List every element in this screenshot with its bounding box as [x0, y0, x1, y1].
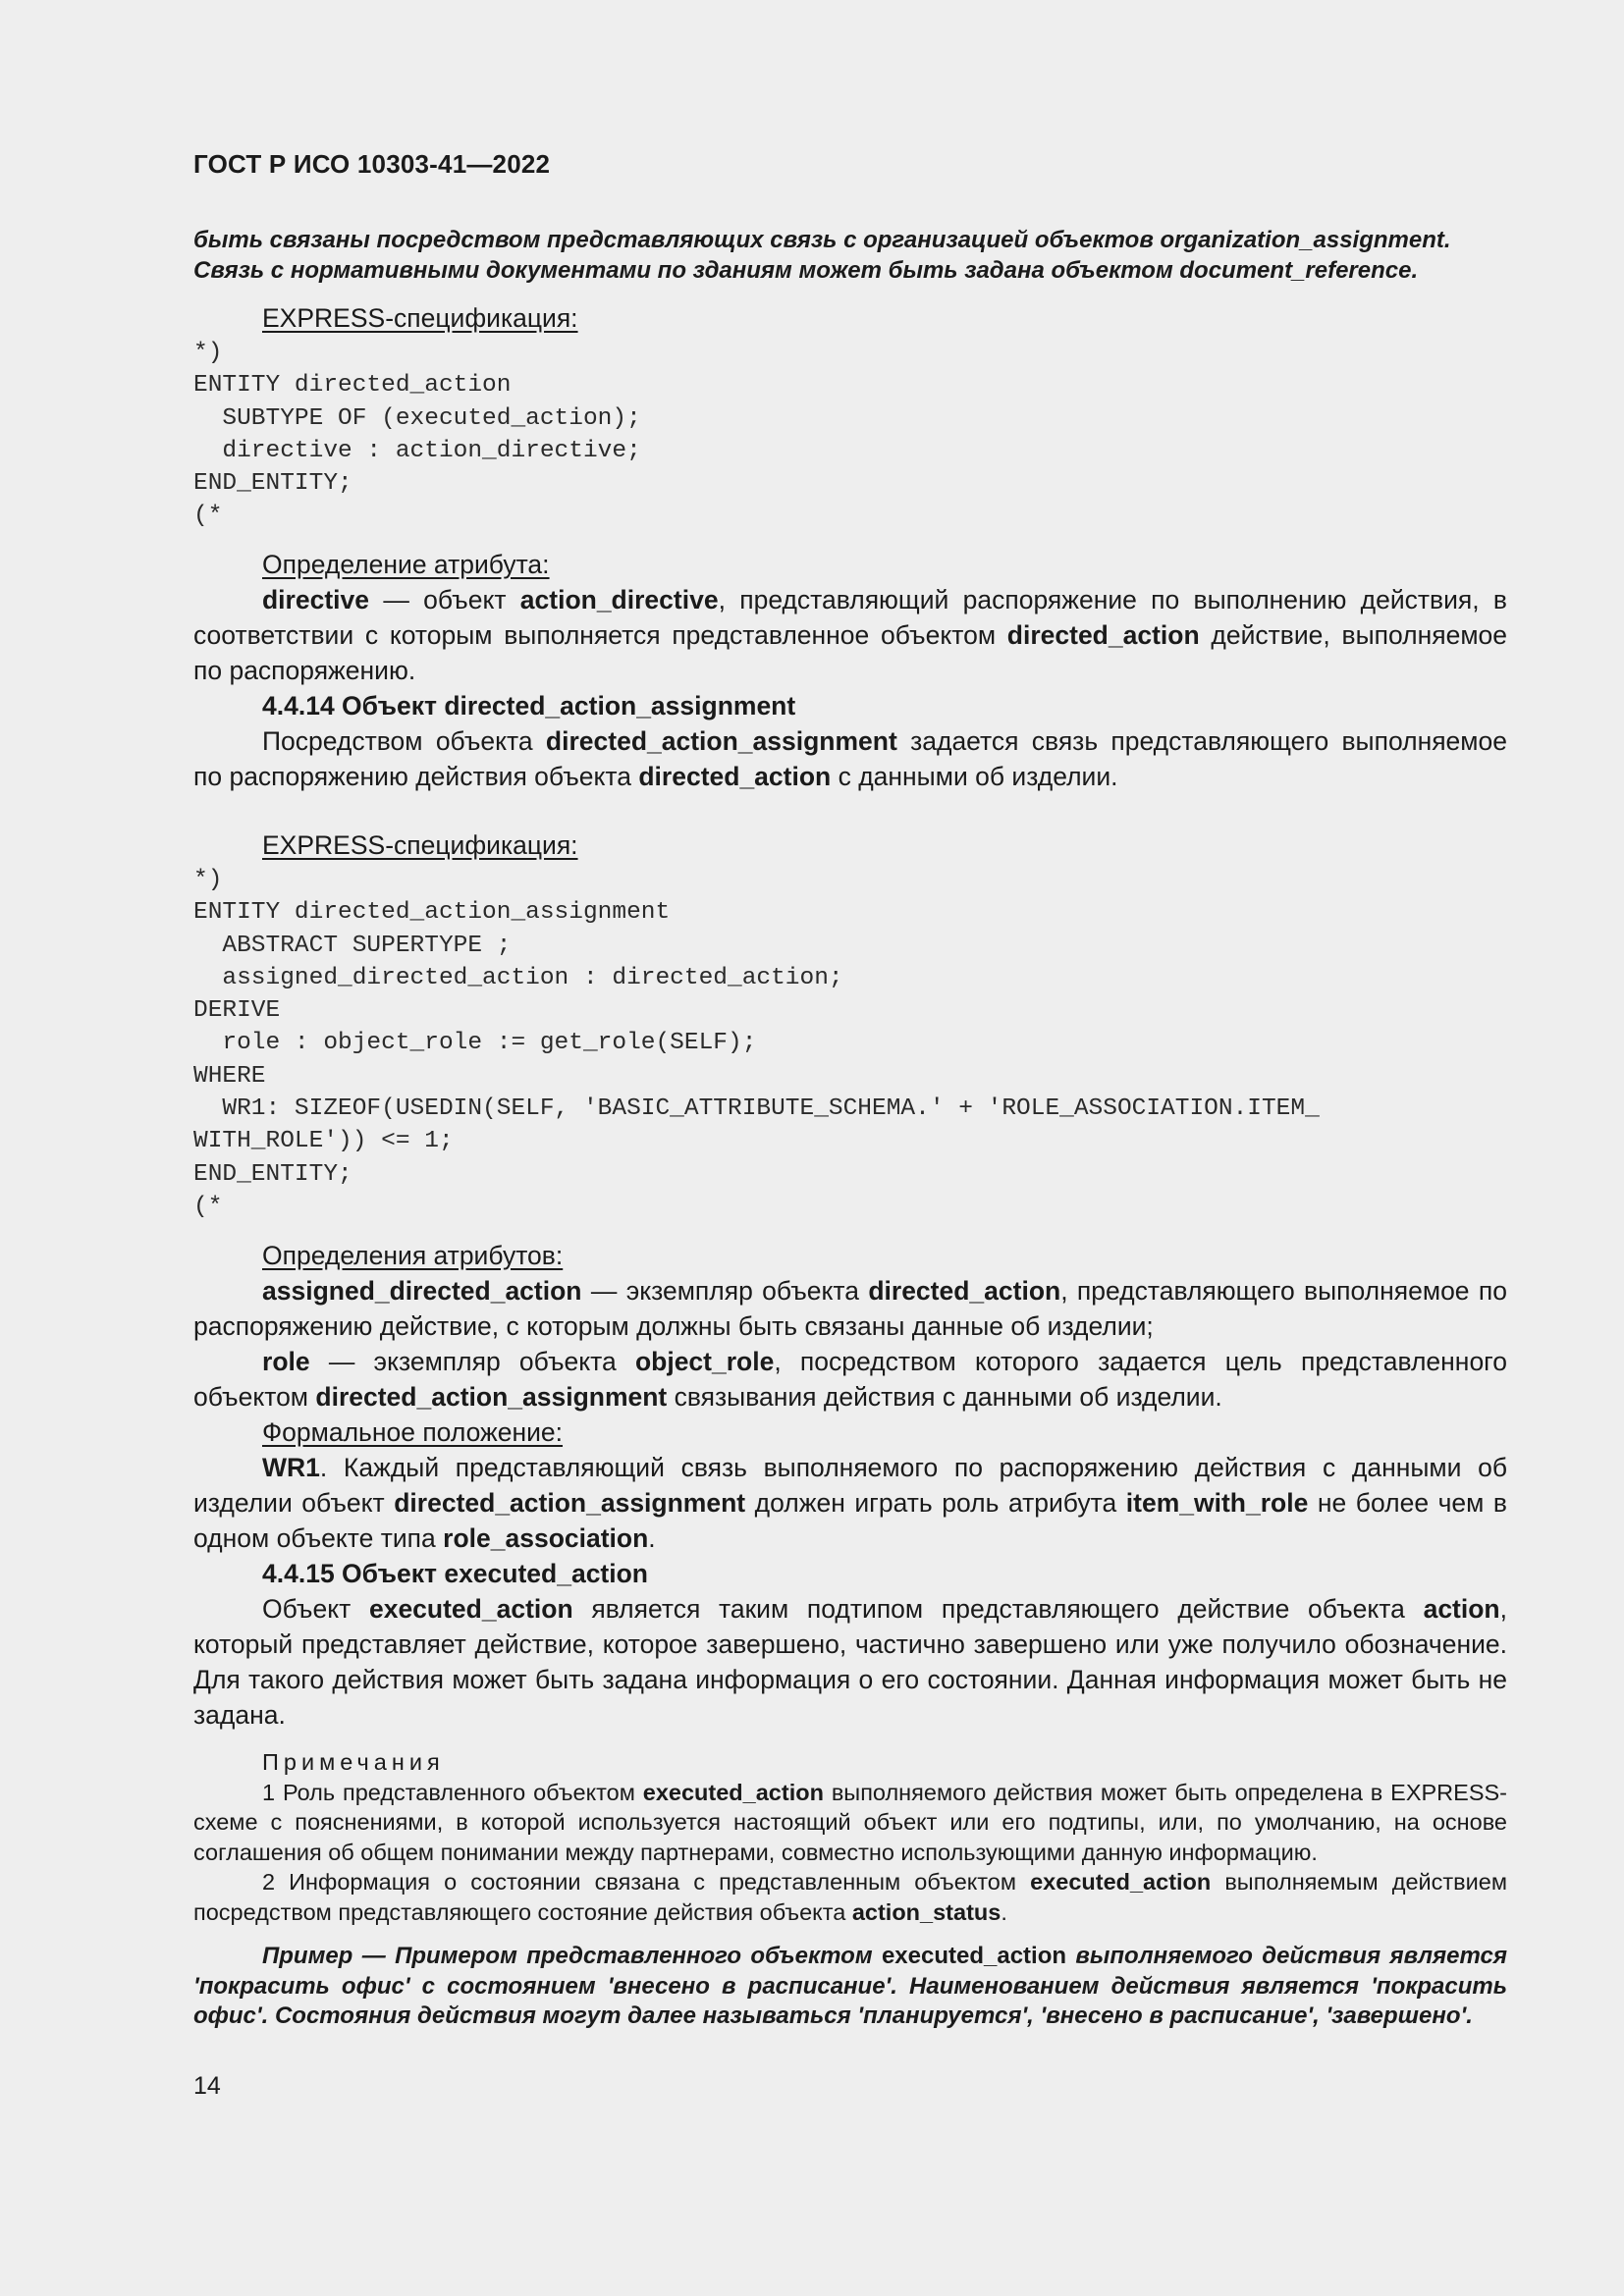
attrs-definition-section — [193, 1238, 1507, 1733]
section-heading-4-4-14: 4.4.14 Объект directed_action_assignment — [262, 691, 796, 721]
rule-wr1: WR1. Каждый представляющий связь выполняемого по распоряжению действия с данными об изделии объект directed_action_assignment должен играть роль атрибута item_with_role не более чем в одном объекте типа role_association. — [193, 1453, 1508, 1553]
intro-line-1: быть связаны посредством представляющих связь с организацией объектов organization_assignment. — [193, 227, 1451, 253]
express-heading-label: EXPRESS-спецификация: — [262, 303, 578, 333]
attr-assigned-directed-action: assigned_directed_action — экземпляр объекта directed_action, представляющего выполняемое по распоряжению действие, с которым должны быть связаны данные об изделии; — [193, 1276, 1507, 1341]
notes-heading: Примечания — [262, 1749, 445, 1775]
express-heading-2 — [193, 828, 1507, 863]
intro-line-2: Связь с нормативными документами по зданиям может быть задана объектом document_reference. — [193, 257, 1419, 284]
section-heading-4-4-15: 4.4.15 Объект executed_action — [262, 1559, 648, 1588]
note-2: 2 Информация о состоянии связана с представленным объектом executed_action выполняемым действием посредством представляющего состояние действия объекта action_status. — [193, 1869, 1507, 1925]
document-header: ГОСТ Р ИСО 10303-41—2022 — [193, 149, 551, 179]
note-1: 1 Роль представленного объектом executed_action выполняемого действия может быть определена в EXPRESS-схеме с пояснениями, в которой используется настоящий объект или его подтипы, или, по умолчанию, на основе соглашения об общем понимании между партнерами, совместно использующими данную информацию. — [193, 1779, 1508, 1865]
express-heading-1 — [193, 300, 1507, 336]
attrs-heading: Определения атрибутов: — [262, 1241, 564, 1270]
express-code: *) ENTITY directed_action_assignment ABSTRACT SUPERTYPE ; assigned_directed_action : directed_action; DERIVE role : object_role := get_role(SELF); WHERE WR1: SIZEOF(USEDIN(SELF, 'BASIC_ATTRIBUTE_SCHEMA.' + 'ROLE_ASSOCIATION.ITEM_ WITH_ROLE')) <= 1; END_ENTITY; (* — [193, 867, 1320, 1220]
notes-section — [193, 1747, 1507, 1927]
attr-role: role — экземпляр объекта object_role, посредством которого задается цель представленного объектом directed_action_assignment связывания действия с данными об изделии. — [193, 1347, 1508, 1412]
formal-heading: Формальное положение: — [262, 1417, 564, 1447]
page-number: 14 — [193, 2072, 221, 2100]
example-paragraph: Пример — Примером представленного объектом executed_action выполняемого действия является 'покрасить офис' с состоянием 'внесено в расписание'. Наименованием действия является 'покрасить офис'. Состояния действия могут далее называться 'планируется', 'внесено в расписание', 'завершено'. — [193, 1943, 1507, 2029]
example-section — [193, 1942, 1507, 2032]
code-block-directed-action-assignment — [193, 864, 1507, 1223]
attr-directive: directive — объект action_directive, представляющий распоряжение по выполнению действия, в соответствии с которым выполняется представленное объектом directed_action действие, выполняемое по распоряжению. — [193, 585, 1508, 685]
section-description: Посредством объекта directed_action_assignment задается связь представляющего выполняемое по распоряжению действия объекта directed_action с данными об изделии. — [193, 726, 1507, 791]
intro-paragraph — [193, 225, 1507, 286]
attr-heading: Определение атрибута: — [262, 550, 550, 579]
code-block-directed-action — [193, 337, 1507, 533]
express-heading-label: EXPRESS-спецификация: — [262, 830, 578, 860]
attr-definition-section — [193, 547, 1507, 794]
express-code: *) ENTITY directed_action SUBTYPE OF (executed_action); directive : action_directive; END_ENTITY; (* — [193, 340, 641, 530]
attr-name: directive — [262, 585, 370, 614]
section-description: Объект executed_action является таким подтипом представляющего действие объекта action, который представляет действие, которое завершено, частично завершено или уже получило обозначение. Для такого действия может быть задана информация о его состоянии. Данная информация может быть не задана. — [193, 1594, 1507, 1730]
